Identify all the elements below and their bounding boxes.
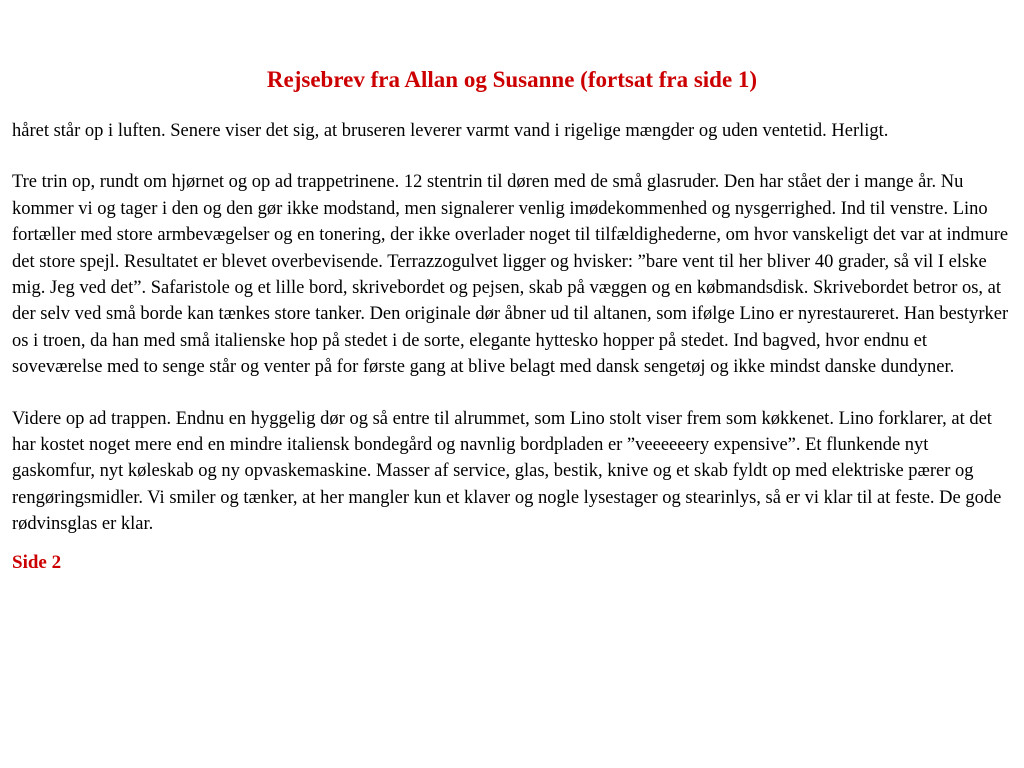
- page-number: Side 2: [12, 551, 62, 573]
- page-title: Rejsebrev fra Allan og Susanne (fortsat fra side 1): [266, 67, 758, 92]
- paragraph-1: håret står op i luften. Senere viser det sig, at bruseren leverer varmt vand i rigelige mængder og uden ventetid. Herligt.: [12, 121, 889, 141]
- paragraph-3: Videre op ad trappen. Endnu en hyggelig dør og så entre til alrummet, som Lino stolt viser frem som køkkenet. Lino forklarer, at det har kostet noget mere end en mindre italiensk bondegård og navnlig bordpladen er ”veeeeeery expensive”. Et flunkende nyt gaskomfur, nyt køleskab og ny opvaskemaskine. Masser af service, glas, bestik, knive og et skab fyldt op med elektriske pærer og rengøringsmidler. Vi smiler og tænker, at her mangler kun et klaver og nogle lysestager og stearinlys, så er vi klar til at feste. De gode rødvinsglas er klar.: [12, 408, 1002, 535]
- paragraph-2: Tre trin op, rundt om hjørnet og op ad trappetrinene. 12 stentrin til døren med de små glasruder. Den har stået der i mange år. Nu kommer vi og tager i den og den gør ikke modstand, men signalerer venlig imødekommenhed og nysgerrighed. Ind til venstre. Lino fortæller med store armbevægelser og en tonering, der ikke overlader noget til tilfældighederne, om hvor vanskeligt det var at indmure det store spejl. Resultatet er blevet overbevisende. Terrazzogulvet ligger og hvisker: ”bare vent til her bliver 40 grader, så vil I elske mig. Jeg ved det”. Safaristole og et lille bord, skrivebordet og pejsen, skab på væggen og en købmandsdisk. Skrivebordet betror os, at der selv ved små borde kan tænkes store tanker. Den originale dør åbner ud til altanen, som ifølge Lino er nyrestaureret. Han bestyrker os i troen, da han med små italienske hop på stedet i de sorte, elegante hyttesko hopper på stedet. Ind bagved, hvor endnu et soveværelse med to senge står og venter på for første gang at blive belagt med dansk sengetøj og ikke mindst danske dundyner.: [12, 172, 1009, 378]
- document-page: [12, 0, 1012, 576]
